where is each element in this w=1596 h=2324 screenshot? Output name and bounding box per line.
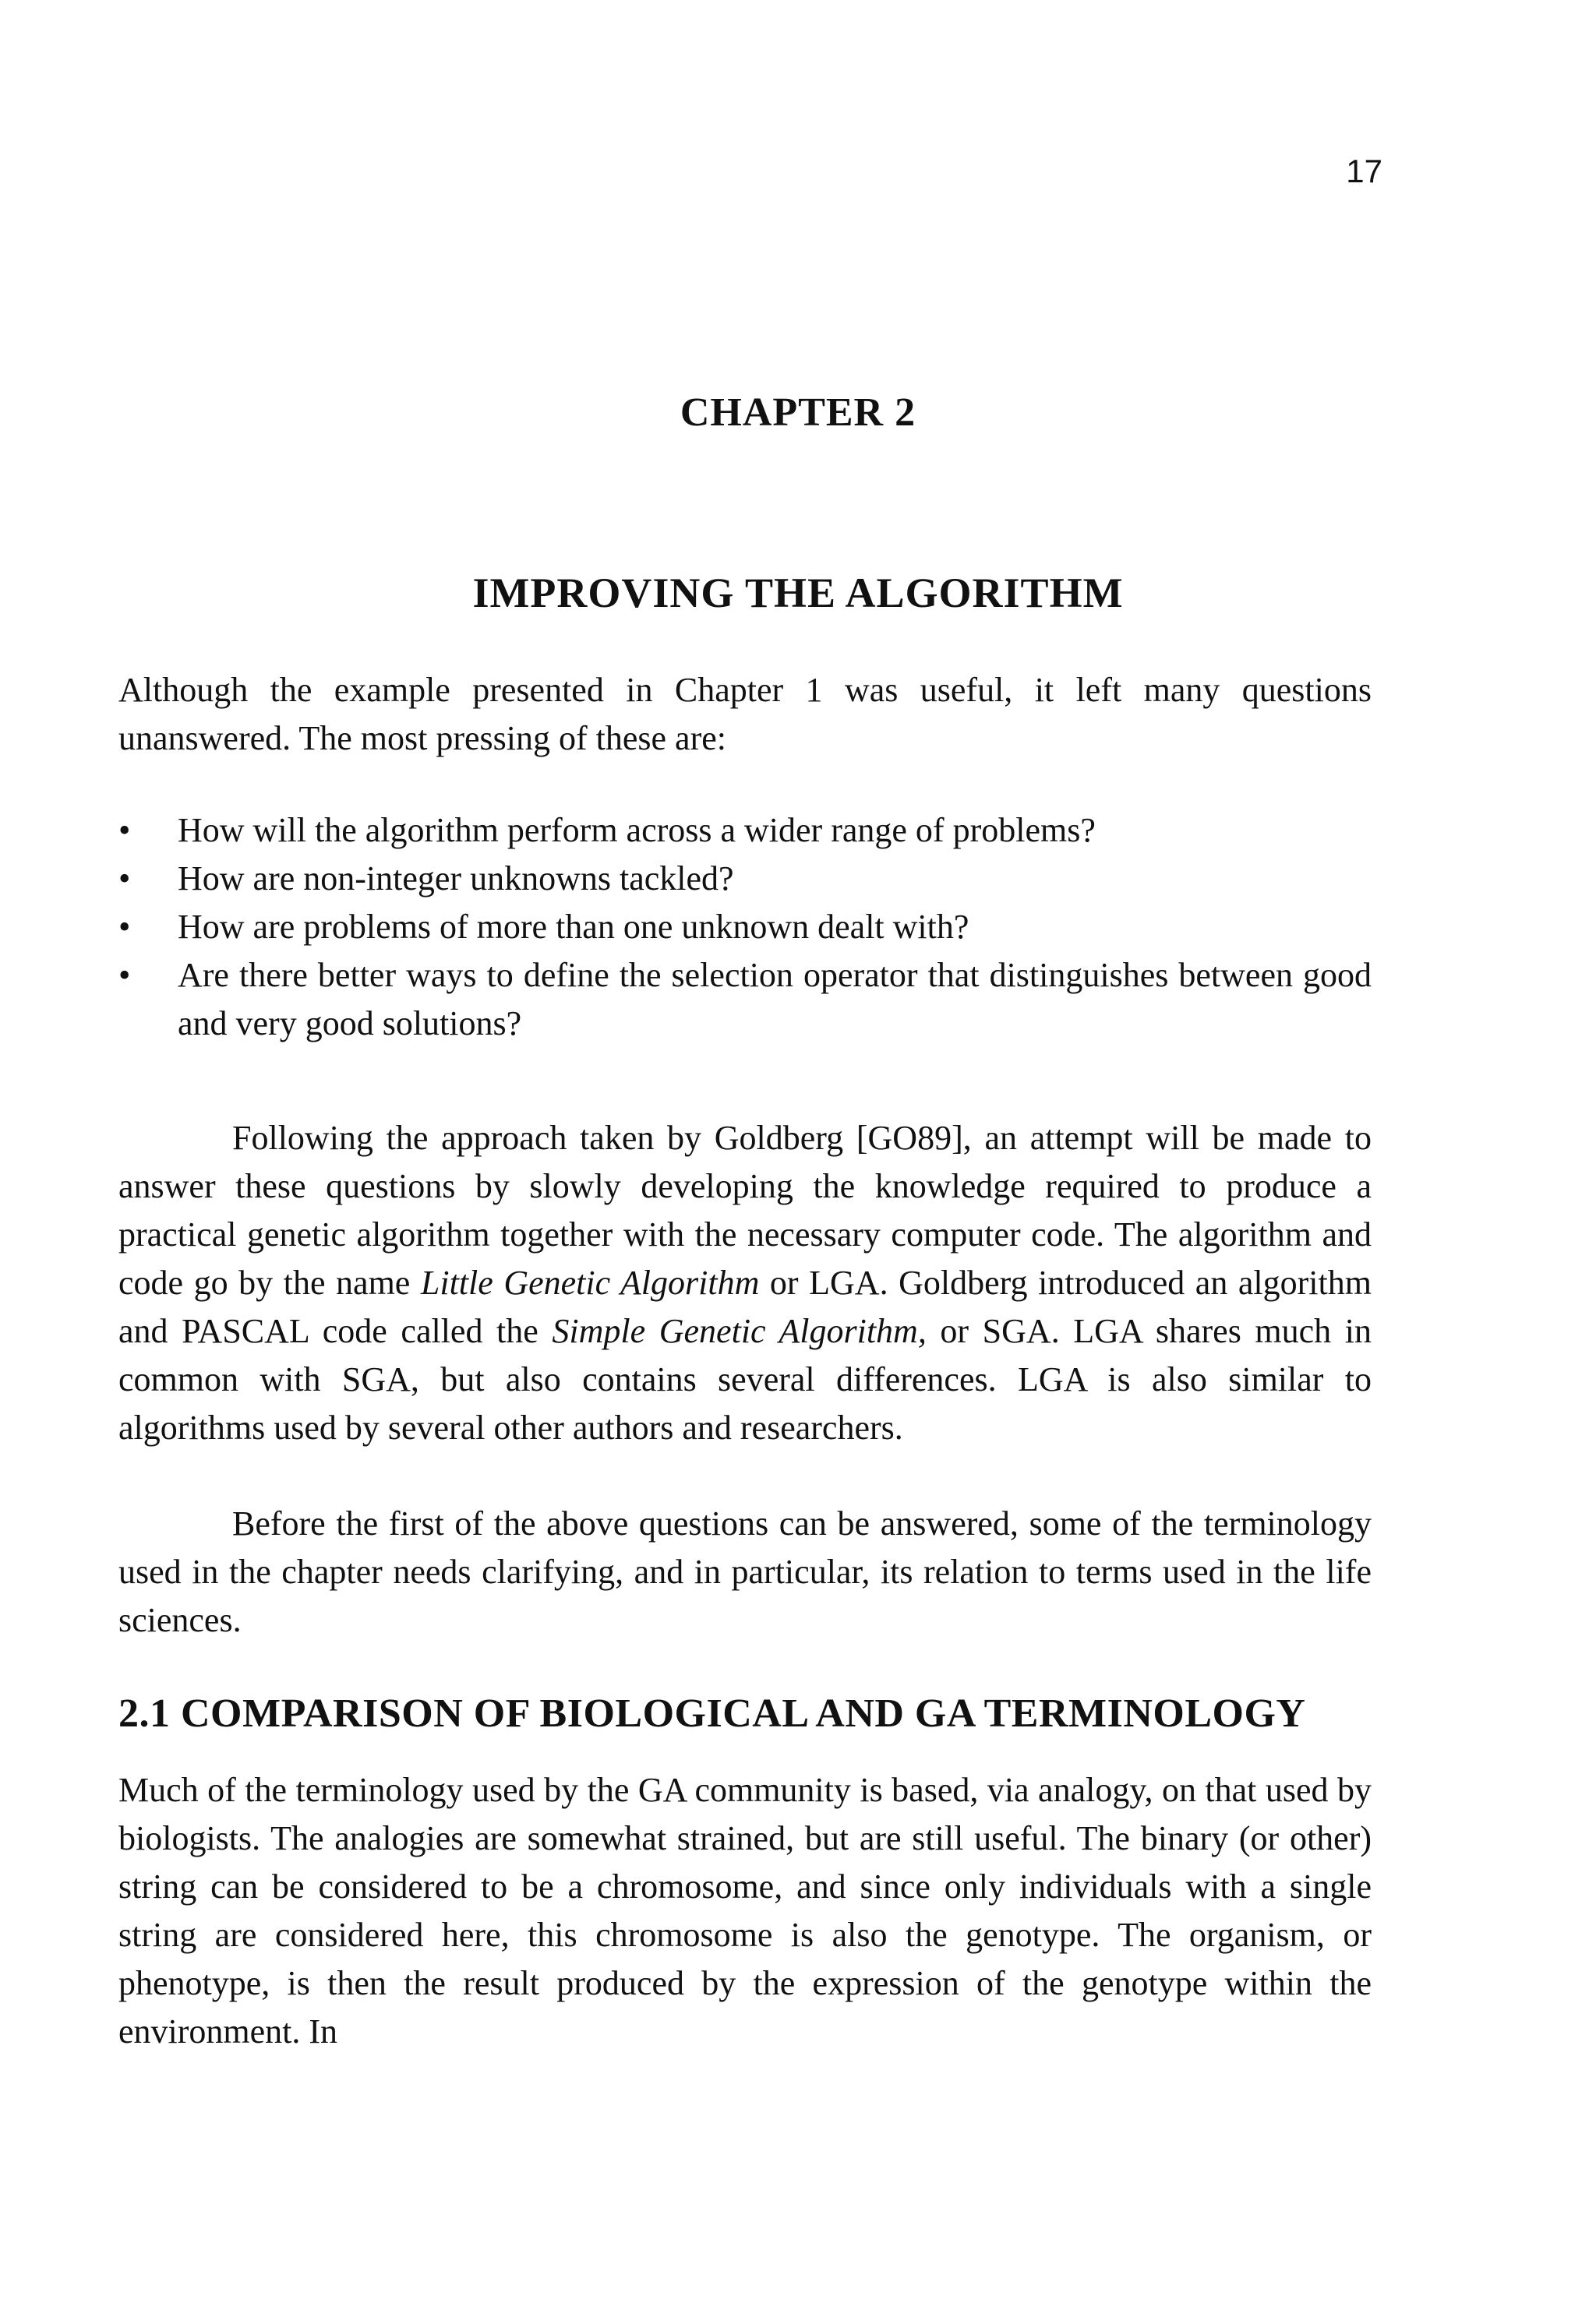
lga-name: Little Genetic Algorithm	[420, 1264, 760, 1302]
section-heading: 2.1 COMPARISON OF BIOLOGICAL AND GA TERMINOLOGY	[118, 1691, 1306, 1736]
paragraph-text: Following the approach taken by Goldberg [GO89], an attempt will be made to answer these questions by slowly developing the knowledge required to produce a practical genetic algorithm together with the necessary computer code. The algorithm and code go by the name	[118, 1119, 1372, 1302]
sga-name: Simple Genetic Algorithm,	[552, 1312, 927, 1350]
paragraph-text: or LGA. Goldberg introduced an algorithm and PASCAL code called the	[118, 1264, 1372, 1350]
list-item	[118, 806, 1372, 855]
paragraph-text: or SGA. LGA shares much in common with SGA, but also contains several differences. LGA is also similar to algorithms used by several other authors and researchers.	[118, 1312, 1372, 1447]
chapter-title: IMPROVING THE ALGORITHM	[472, 570, 1124, 616]
intro-paragraph: Although the example presented in Chapter 1 was useful, it left many questions unanswered. The most pressing of these are:	[118, 671, 1372, 757]
list-item-text: How are non-integer unknowns tackled?	[178, 859, 734, 898]
list-item	[118, 855, 1372, 903]
bullet-icon: •	[118, 956, 131, 994]
bullet-icon: •	[118, 908, 131, 946]
chapter-heading: CHAPTER 2	[680, 390, 916, 435]
list-item-text: Are there better ways to define the selection operator that distinguishes between good and very good solutions?	[178, 956, 1372, 1042]
list-item-text: How are problems of more than one unknown dealt with?	[178, 908, 969, 946]
section-paragraph: Much of the terminology used by the GA community is based, via analogy, on that used by biologists. The analogies are somewhat strained, but are still useful. The binary (or other) string can be considered to be a chromosome, and since only individuals with a single string are considered here, this chromosome is also the genotype. The organism, or phenotype, is then the result produced by the expression of the genotype within the environment. In	[118, 1771, 1372, 2051]
bullet-icon: •	[118, 859, 131, 898]
list-item-text: How will the algorithm perform across a wider range of problems?	[178, 811, 1096, 849]
list-item	[118, 951, 1372, 1048]
page-number: 17	[1346, 153, 1382, 189]
bullet-icon: •	[118, 811, 131, 849]
terminology-paragraph: Before the first of the above questions can be answered, some of the terminology used in the chapter needs clarifying, and in particular, its relation to terms used in the life sciences.	[118, 1504, 1372, 1639]
list-item	[118, 903, 1372, 951]
question-list	[118, 806, 1372, 1048]
goldberg-paragraph	[118, 1114, 1372, 1452]
